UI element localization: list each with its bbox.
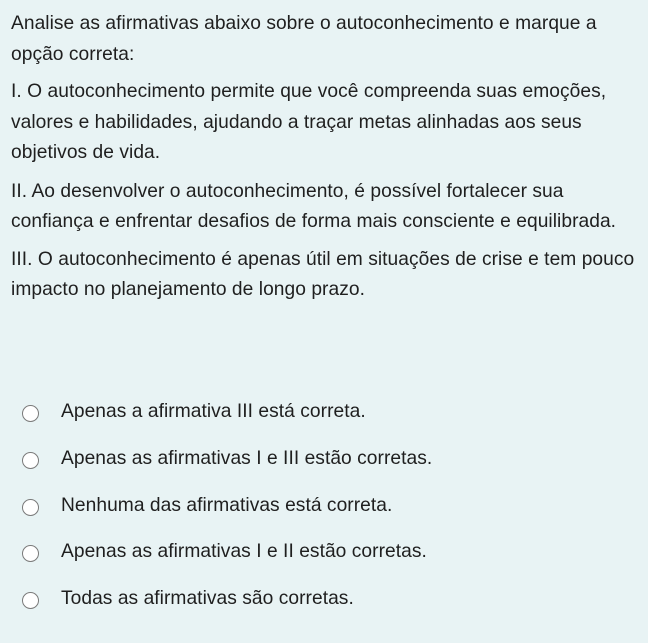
- answer-option-label[interactable]: Nenhuma das afirmativas está correta.: [61, 494, 393, 516]
- radio-button-e[interactable]: [22, 592, 39, 609]
- radio-button-d[interactable]: [22, 545, 39, 562]
- answer-option-b[interactable]: [0, 439, 648, 486]
- answer-options: [0, 392, 648, 626]
- statement-1: I. O autoconhecimento permite que você compreenda suas emoções, valores e habilidades, ajudando a traçar metas alinhadas aos seus objetivos de vida.: [11, 81, 607, 163]
- answer-option-d[interactable]: [0, 532, 648, 579]
- answer-option-label[interactable]: Todas as afirmativas são corretas.: [61, 588, 354, 610]
- question-prompt: Analise as afirmativas abaixo sobre o autoconhecimento e marque a opção correta:: [11, 13, 597, 65]
- answer-option-c[interactable]: [0, 486, 648, 533]
- statement-3: III. O autoconhecimento é apenas útil em situações de crise e tem pouco impacto no planejamento de longo prazo.: [11, 248, 635, 300]
- answer-option-label[interactable]: Apenas a afirmativa III está correta.: [61, 401, 366, 422]
- radio-button-c[interactable]: [22, 499, 39, 516]
- radio-button-b[interactable]: [22, 452, 39, 469]
- answer-option-a[interactable]: [0, 392, 648, 439]
- answer-option-e[interactable]: [0, 579, 648, 626]
- answer-option-label[interactable]: Apenas as afirmativas I e III estão corretas.: [61, 447, 433, 469]
- statement-2: II. Ao desenvolver o autoconhecimento, é possível fortalecer sua confiança e enfrentar desafios de forma mais consciente e equilibrada.: [11, 180, 617, 232]
- radio-button-a[interactable]: [22, 405, 39, 422]
- answer-option-label[interactable]: Apenas as afirmativas I e II estão corretas.: [61, 541, 427, 563]
